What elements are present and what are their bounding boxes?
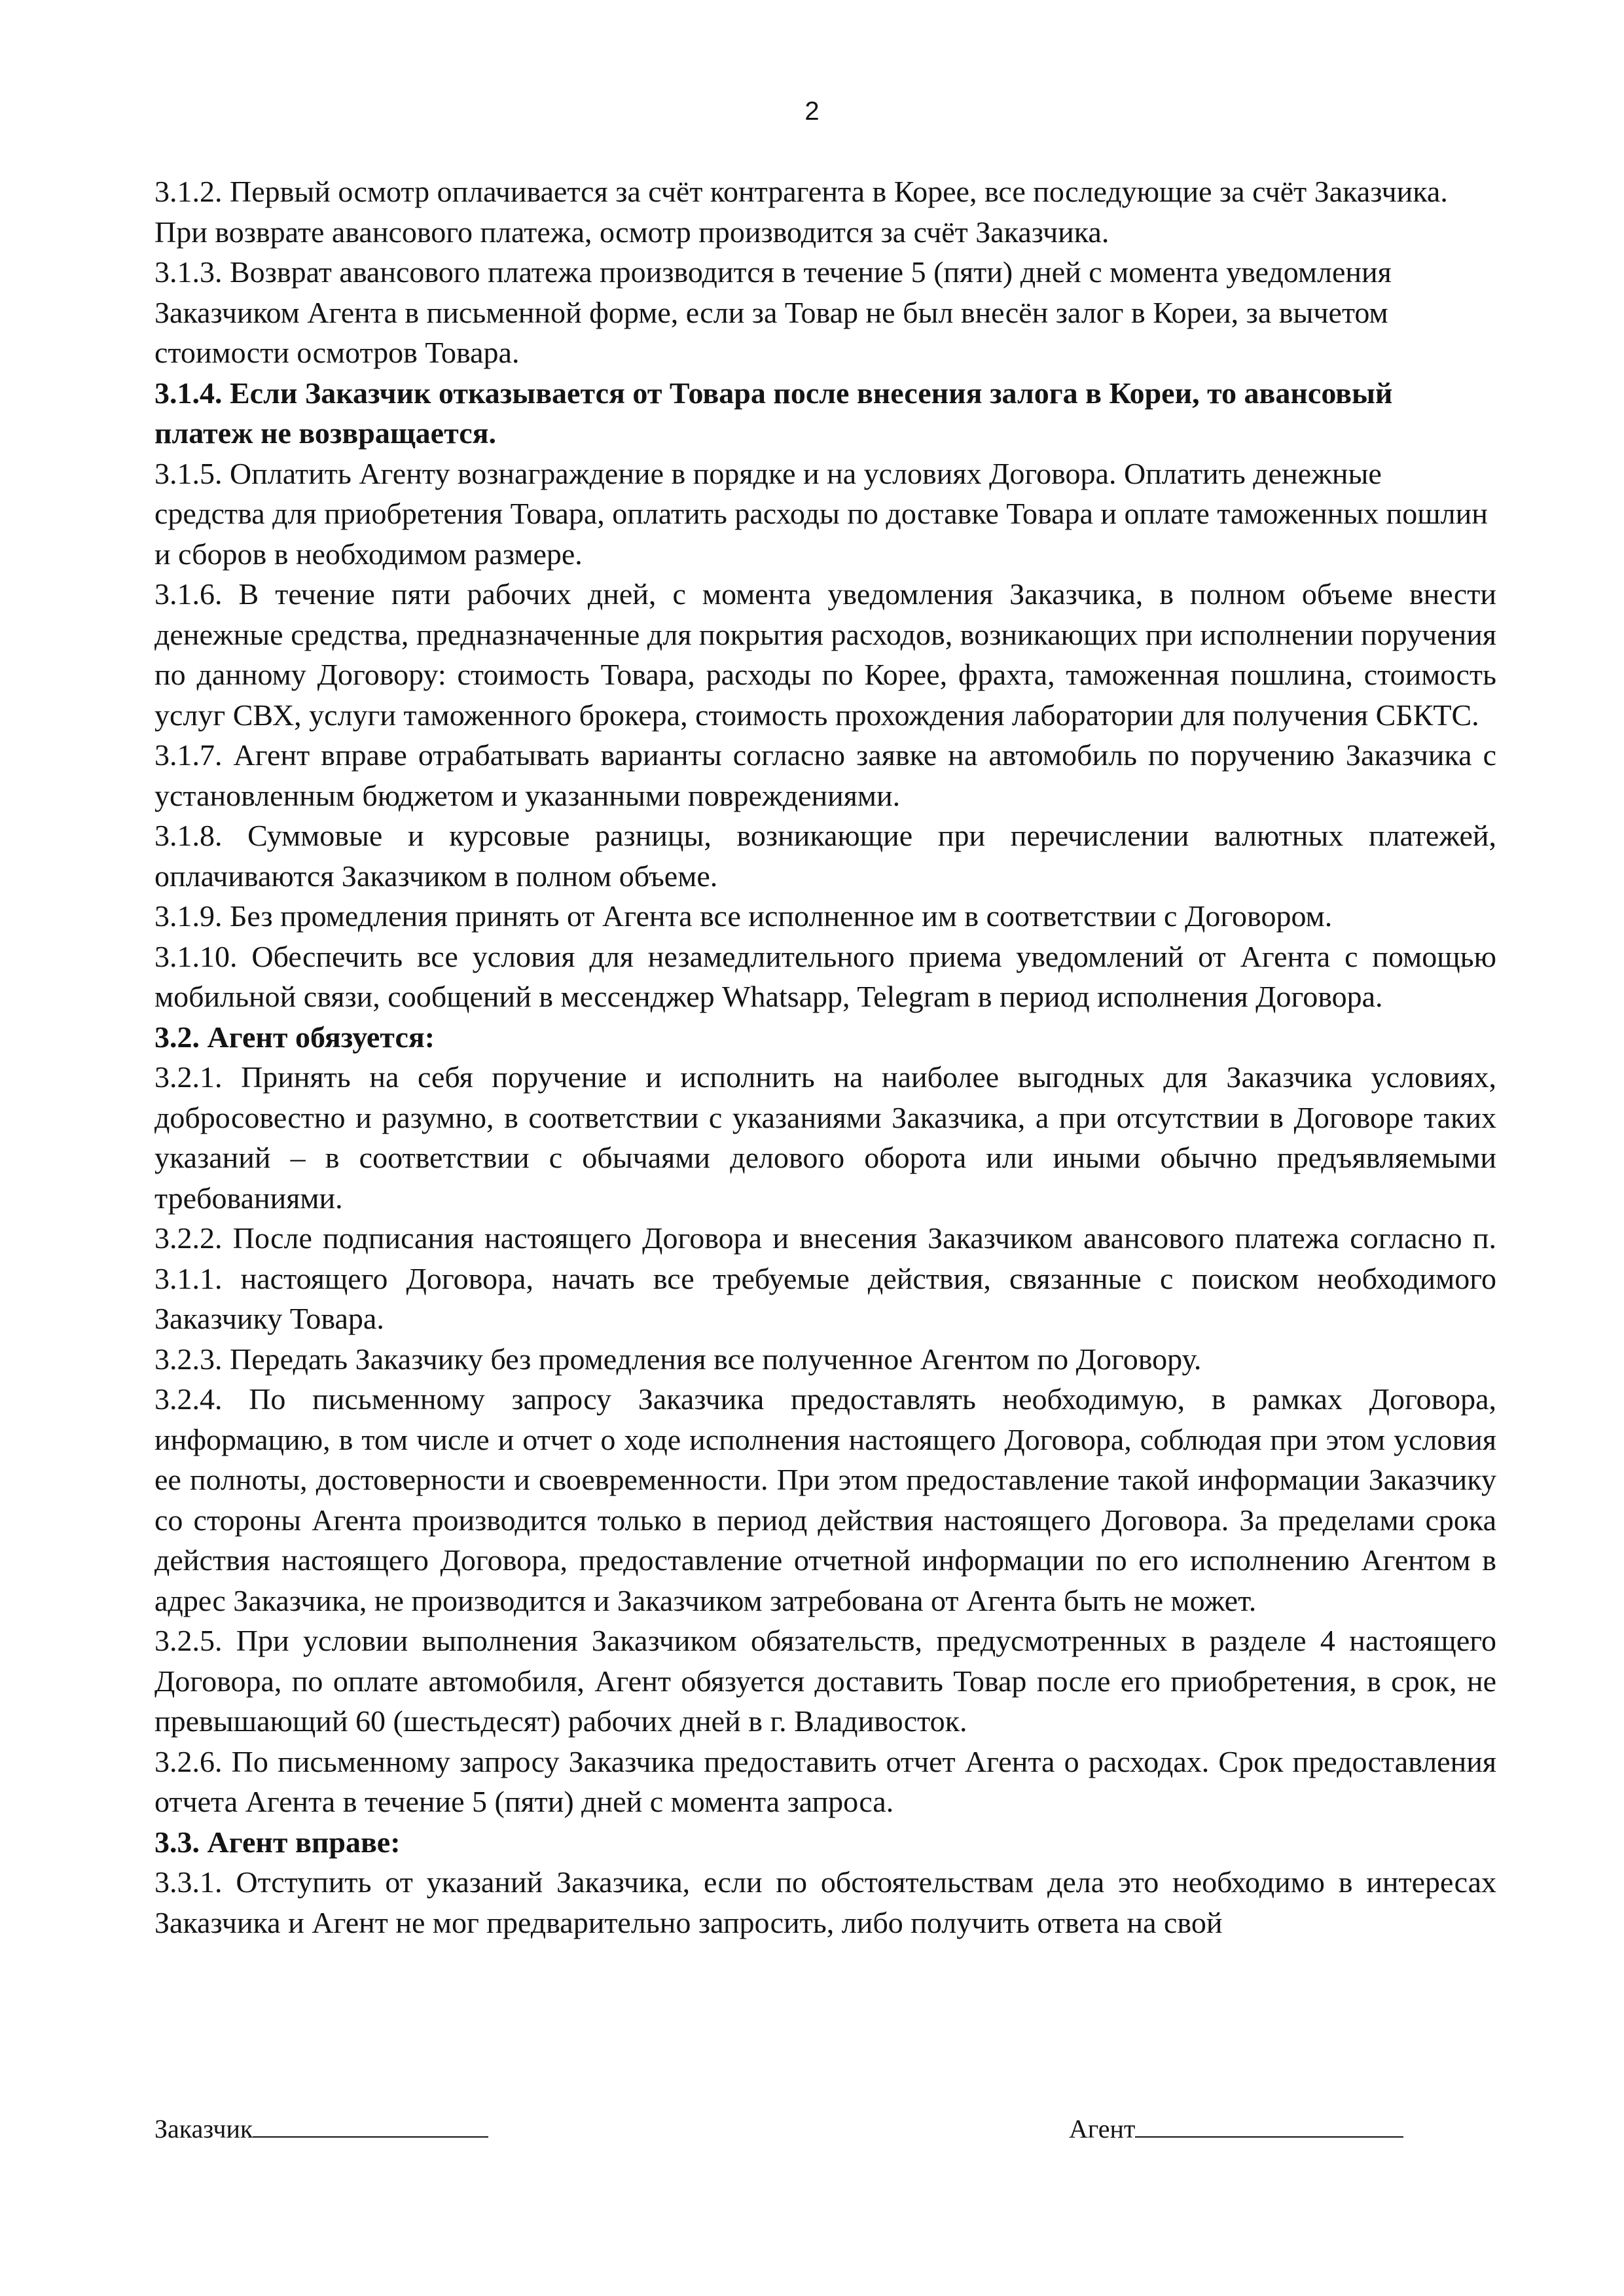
clause-3-3-1: 3.3.1. Отступить от указаний Заказчика, если по обстоятельствам дела это необходимо в интересах Заказчика и Агент не мог предварительно запросить, либо получить ответа на свой [154,1865,1496,1939]
clause-3-2-3: 3.2.3. Передать Заказчику без промедления все полученное Агентом по Договору. [154,1342,1202,1376]
clause-3-1-10: 3.1.10. Обеспечить все условия для незамедлительного приема уведомлений от Агента с помощью мобильной связи, сообщений в мессенджер Whatsapp, Telegram в период исполнения Договора. [154,939,1496,1013]
clause-3-1-7: 3.1.7. Агент вправе отрабатывать варианты согласно заявке на автомобиль по поручению Заказчика с установленным бюджетом и указанными повреждениями. [154,738,1496,812]
section-heading-3-3: 3.3. Агент вправе: [154,1825,401,1859]
clause-3-1-8: 3.1.8. Суммовые и курсовые разницы, возникающие при перечислении валютных платежей, оплачиваются Заказчиком в полном объеме. [154,819,1496,893]
document-body [154,171,1496,1943]
agent-label: Агент [1069,2114,1136,2144]
clause-3-2-4: 3.2.4. По письменному запросу Заказчика предоставлять необходимую, в рамках Договора, информацию, в том числе и отчет о ходе исполнения настоящего Договора, соблюдая при этом условия ее полноты, достоверности и своевременности. При этом предоставление такой информации Заказчику со стороны Агента производится только в период действия настоящего Договора. За пределами срока действия настоящего Договора, предоставление отчетной информации по его исполнению Агентом в адрес Заказчика, не производится и Заказчиком затребована от Агента быть не может. [154,1382,1496,1617]
clause-3-2-2: 3.2.2. После подписания настоящего Договора и внесения Заказчиком авансового платежа согласно п. 3.1.1. настоящего Договора, начать все требуемые действия, связанные с поиском необходимого Заказчику Товара. [154,1221,1496,1335]
customer-signature [154,2113,488,2145]
clause-3-2-5: 3.2.5. При условии выполнения Заказчиком обязательств, предусмотренных в разделе 4 настоящего Договора, по оплате автомобиля, Агент обязуется доставить Товар после его приобретения, в срок, не превышающий 60 (шестьдесят) рабочих дней в г. Владивосток. [154,1624,1496,1738]
page-number: 2 [804,97,820,126]
agent-signature [1069,2113,1403,2145]
customer-signature-line [253,2114,488,2138]
clause-3-2-6: 3.2.6. По письменному запросу Заказчика предоставить отчет Агента о расходах. Срок предоставления отчета Агента в течение 5 (пяти) дней с момента запроса. [154,1744,1496,1818]
clause-3-1-5: 3.1.5. Оплатить Агенту вознаграждение в порядке и на условиях Договора. Оплатить денежные средства для приобретения Товара, оплатить расходы по доставке Товара и оплате таможенных пошлин и сборов в необходимом размере. [154,456,1488,571]
clause-3-1-2: 3.1.2. Первый осмотр оплачивается за счёт контрагента в Корее, все последующие за счёт Заказчика. При возврате авансового платежа, осмотр производится за счёт Заказчика. [154,175,1448,249]
section-heading-3-2: 3.2. Агент обязуется: [154,1020,435,1054]
clause-3-2-1: 3.2.1. Принять на себя поручение и исполнить на наиболее выгодных для Заказчика условиях, добросовестно и разумно, в соответствии с указаниями Заказчика, а при отсутствии в Договоре таких указаний – в соответствии с обычаями делового оборота или иными обычно предъявляемыми требованиями. [154,1060,1496,1215]
clause-3-1-4: 3.1.4. Если Заказчик отказывается от Товара после внесения залога в Кореи, то авансовый платеж не возвращается. [154,376,1393,450]
clause-3-1-9: 3.1.9. Без промедления принять от Агента все исполненное им в соответствии с Договором. [154,899,1333,933]
clause-3-1-3: 3.1.3. Возврат авансового платежа производится в течение 5 (пяти) дней с момента уведомления Заказчиком Агента в письменной форме, если за Товар не был внесён залог в Кореи, за вычетом стоимости осмотров Товара. [154,255,1392,369]
agent-signature-line [1135,2114,1403,2138]
clause-3-1-6: 3.1.6. В течение пяти рабочих дней, с момента уведомления Заказчика, в полном объеме внести денежные средства, предназначенные для покрытия расходов, возникающих при исполнении поручения по данному Договору: стоимость Товара, расходы по Корее, фрахта, таможенная пошлина, стоимость услуг СВХ, услуги таможенного брокера, стоимость прохождения лаборатории для получения СБКТС. [154,577,1496,732]
customer-label: Заказчик [154,2114,253,2144]
